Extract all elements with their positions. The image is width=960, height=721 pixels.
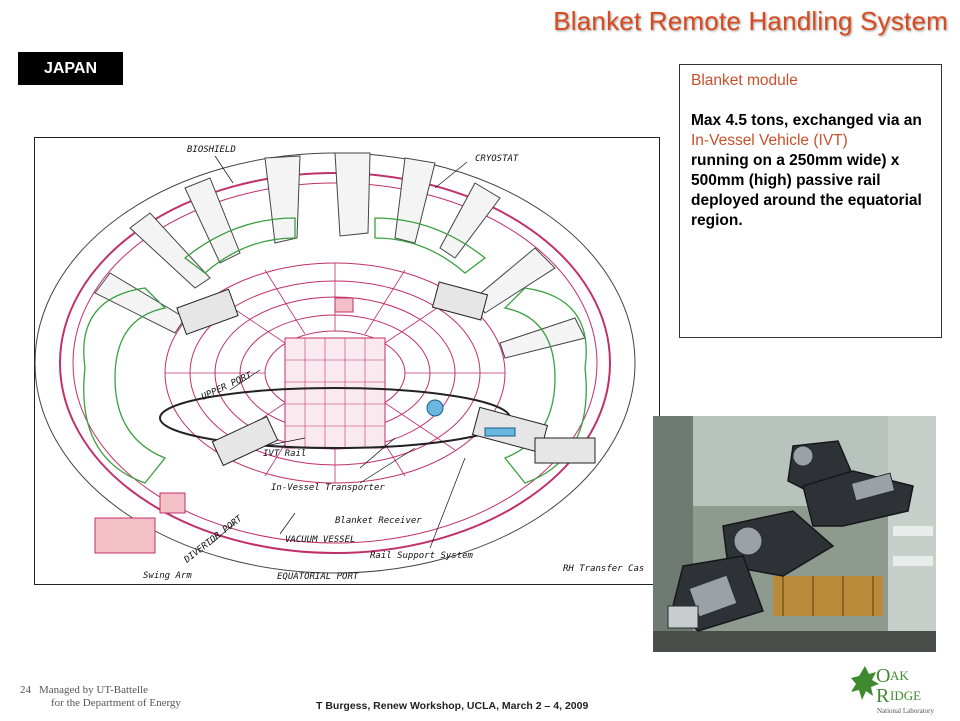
- ivt-photo: [653, 416, 936, 652]
- footer-event: T Burgess, Renew Workshop, UCLA, March 2 – 4, 2009: [316, 700, 589, 712]
- footer-managed-line2: for the Department of Energy: [51, 697, 181, 709]
- page-number: 24: [20, 684, 31, 696]
- label-swing-arm: Swing Arm: [143, 571, 192, 581]
- info-lead: Max 4.5 tons, exchanged via an: [691, 112, 922, 129]
- info-tail: running on a 250mm wide) x 500mm (high) passive rail deployed around the equatorial region.: [691, 152, 922, 229]
- info-box: [679, 64, 942, 338]
- module-label: Blanket module: [691, 72, 798, 89]
- logo-oak: AK: [890, 668, 909, 683]
- logo-sub: National Laboratory: [877, 707, 934, 715]
- label-rail-support-system: Rail Support System: [370, 551, 473, 561]
- svg-text:R: R: [876, 685, 890, 707]
- label-ivt-rail: IVT Rail: [263, 449, 307, 459]
- slide-title: Blanket Remote Handling System: [553, 6, 948, 36]
- label-in-vessel-transporter: In-Vessel Transporter: [271, 483, 385, 493]
- label-equatorial-port: EQUATORIAL PORT: [277, 572, 359, 582]
- logo-ridge: IDGE: [890, 688, 922, 703]
- ivt-label: In-Vessel Vehicle (IVT): [691, 132, 848, 149]
- ornl-logo: [851, 660, 951, 716]
- label-upper-port: UPPER PORT: [200, 370, 254, 403]
- country-badge: JAPAN: [18, 52, 123, 85]
- label-vacuum-vessel: VACUUM VESSEL: [285, 535, 356, 545]
- label-divertor-port: DIVERTOR PORT: [182, 514, 245, 566]
- iter-cutaway-diagram: [34, 137, 660, 585]
- label-blanket-receiver: Blanket Receiver: [335, 516, 422, 526]
- svg-text:O: O: [876, 665, 891, 687]
- label-rh-transfer-cask: RH Transfer Cas: [563, 564, 645, 574]
- oak-leaf-icon: [851, 666, 879, 700]
- label-cryostat: CRYOSTAT: [475, 154, 519, 164]
- label-bioshield: BIOSHIELD: [187, 145, 236, 155]
- footer-managed-line1: Managed by UT-Battelle: [39, 684, 148, 696]
